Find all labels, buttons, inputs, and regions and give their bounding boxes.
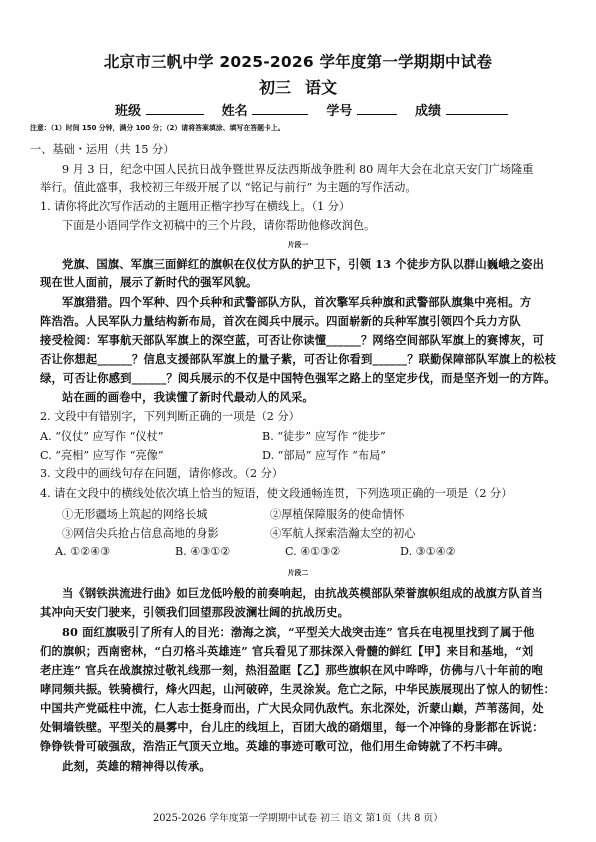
frag2-line: 们的旗帜；西南密林，“白刃格斗英雄连” 官兵看见了那抹深入骨髓的鲜红【甲】来目和基地，“刘 bbox=[40, 644, 534, 658]
subject-label: 语文 bbox=[305, 78, 338, 97]
q4-option-c[interactable]: C. ④①③② bbox=[285, 545, 341, 558]
score-blank[interactable] bbox=[446, 102, 508, 115]
question-1-sub: 下面是小语同学作文初稿中的三个片段，请你帮助他修改润色。 bbox=[62, 219, 376, 232]
fragment-1-title: 片段一 bbox=[287, 241, 309, 249]
frag2-line: 老庄连” 官兵在战旗掠过敬礼线那一刻，热泪盈眶【乙】那些旗帜在风中哗哗，仿佛与八十年前的咆 bbox=[40, 663, 543, 677]
fragment-2-title: 片段二 bbox=[287, 569, 309, 577]
frag2-line: 处铜墙铁壁。平型关的晨雾中，台儿庄的线垣上，百团大战的硝烟里，每一个冲锋的身影都在诉说： bbox=[40, 720, 544, 734]
q2-option-d[interactable]: D. “部局” 应写作 “布局” bbox=[262, 449, 386, 462]
q4-item-3: ③网信尖兵抢占信息高地的身影 bbox=[62, 527, 219, 540]
question-1: 1. 请你将此次写作活动的主题用正楷字抄写在横线上。（1 分） bbox=[40, 200, 351, 213]
frag1-line: 党旗、国旗、军旗三面鲜红的旗帜在仪仗方队的护卫下，引领 13 个徒步方队以群山巍峨之姿出 bbox=[62, 257, 545, 271]
frag1-line: 接受检阅：军事航天部队军旗上的深空蓝，可否让你读懂______？网络空间部队军旗上的赛博灰，可 bbox=[40, 333, 545, 347]
class-blank[interactable] bbox=[146, 102, 204, 115]
frag2-line: 80 面红旗吸引了所有人的目光：渤海之滨，“平型关大战突击连” 官兵在电视里找到了属于他 bbox=[62, 625, 535, 639]
name-blank[interactable] bbox=[252, 102, 308, 115]
q2-option-c[interactable]: C. “亮相” 应写作 “亮像” bbox=[40, 449, 164, 462]
frag1-line: 阵浩浩。人民军队力量结构新布局，首次在阅兵中展示。四面崭新的兵种军旗引领四个兵力方队 bbox=[40, 314, 521, 328]
q2-option-a[interactable]: A. “仪仗” 应写作 “仪杖” bbox=[40, 430, 164, 443]
q4-option-b[interactable]: B. ④③①② bbox=[175, 545, 231, 558]
intro-line-1: 9 月 3 日，纪念中国人民抗日战争暨世界反法西斯战争胜利 80 周年大会在北京天安门广场隆重 bbox=[62, 163, 534, 176]
frag2-line: 当《钢铁洪流进行曲》如巨龙低吟般的前奏响起，由抗战英模部队荣誉旗帜组成的战旗方队首当 bbox=[62, 586, 543, 600]
name-label: 姓名 bbox=[221, 104, 248, 119]
section-heading: 一、基础・运用（共 15 分） bbox=[30, 143, 175, 156]
score-label: 成绩 bbox=[414, 104, 441, 119]
grade-label: 初三 bbox=[258, 78, 291, 97]
class-label: 班级 bbox=[115, 104, 142, 119]
frag2-line: 此刻，英雄的精神得以传承。 bbox=[62, 759, 211, 773]
q4-item-2: ②厚植保障服务的使命情怀 bbox=[270, 508, 405, 521]
frag1-underlined-line: 绿，可否让你感到______？阅兵展示的不仅是中国特色强军之路上的坚定步伐，而是坚齐划一的方阵。 bbox=[40, 371, 556, 385]
page-footer: 2025-2026 学年度第一学期期中试卷 初三 语文 第1页（共 8 页） bbox=[152, 813, 444, 824]
exam-notice: 注意：（1）时间 150 分钟，满分 100 分；（2）请将答案填涂、填写在答题卡上。 bbox=[30, 124, 285, 132]
frag1-line: 站在画的画卷中，我读懂了新时代最动人的风采。 bbox=[62, 390, 314, 404]
frag2-line: 铮铮铁骨可破强敌，浩浩正气顶天立地。英雄的事迹可歌可泣，他们用生命铸就了不朽丰碑。 bbox=[40, 739, 510, 753]
question-4: 4. 请在文段中的横线处依次填上恰当的短语，使文段通畅连贯，下列选项正确的一项是（2 分） bbox=[40, 487, 513, 500]
q2-option-b[interactable]: B. “徒步” 应写作 “徙步” bbox=[262, 430, 386, 443]
id-label: 学号 bbox=[326, 104, 353, 119]
question-3: 3. 文段中的画线句存在问题，请你修改。（2 分） bbox=[40, 467, 284, 480]
frag2-line: 哮同频共振。铁骑横行，烽火四起，山河破碎，生灵涂炭。危亡之际，中华民族展现出了惊人的韧性： bbox=[40, 682, 556, 696]
id-blank[interactable] bbox=[357, 102, 397, 115]
frag2-line: 中国共产党砥柱中流，仁人志士挺身而出，广大民众同仇敌忾。东北深处，沂蒙山巅，芦苇荡间，处 bbox=[40, 701, 544, 715]
frag2-line: 其冲向天安门驶来，引领我们回望那段波澜壮阔的抗战历史。 bbox=[40, 605, 350, 619]
frag1-line: 否让你想起______？信息支援部队军旗上的量子紫，可否让你看到______？联勤保障部队军旗上的松枝 bbox=[40, 352, 557, 366]
frag1-line: 现在世人面前，展示了新时代的强军风貌。 bbox=[40, 275, 258, 289]
student-info-fields bbox=[115, 100, 515, 119]
exam-title: 北京市三帆中学 2025-2026 学年度第一学期期中试卷 bbox=[103, 53, 493, 71]
q4-option-a[interactable]: A. ①②④③ bbox=[55, 545, 111, 558]
q4-item-1: ①无形疆场上筑起的网络长城 bbox=[62, 508, 208, 521]
question-2: 2. 文段中有错别字，下列判断正确的一项是（2 分） bbox=[40, 410, 300, 423]
frag1-line: 军旗猎猎。四个军种、四个兵种和武警部队方队，首次擎军兵种旗和武警部队旗集中亮相。方 bbox=[62, 295, 532, 309]
exam-subtitle bbox=[0, 75, 596, 98]
q4-item-4: ④军航人探索浩瀚太空的初心 bbox=[270, 527, 416, 540]
q4-option-d[interactable]: D. ③①④② bbox=[400, 545, 456, 558]
intro-line-2: 举行。值此盛事，我校初三年级开展了以 “铭记与前行” 为主题的写作活动。 bbox=[40, 181, 417, 194]
